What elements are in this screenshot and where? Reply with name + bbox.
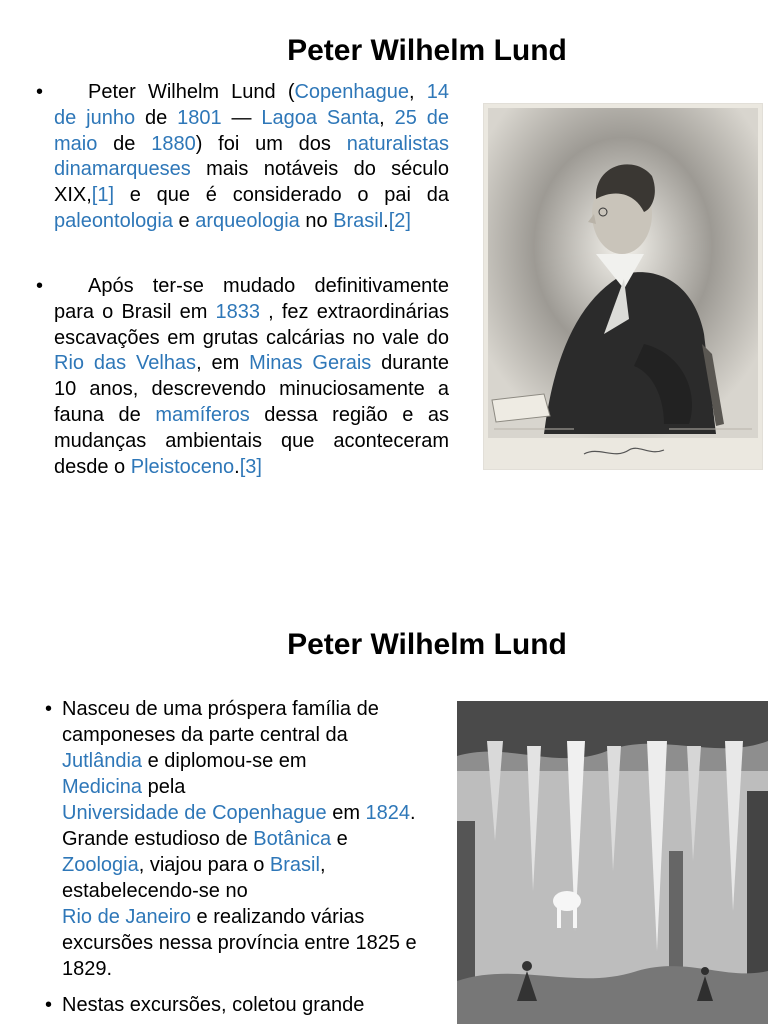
link-copenhague[interactable]: Copenhague xyxy=(294,81,410,103)
link-rio-de-janeiro[interactable]: Rio de Janeiro xyxy=(62,906,191,928)
slide-1-bullet-2: • Após ter-se mudado definitivamente para o Brasil em 1833 , fez extraordinárias escavações em grutas calcárias no vale do Rio das Velhas, em Minas Gerais durante 10 anos, descrevendo minuciosamente a fauna de mamíferos dessa região e as mudanças ambientais que aconteceram desde o Pleistoceno.[3] xyxy=(36,275,450,478)
link-universidade-de-copenhague[interactable]: Universidade de Copenhague xyxy=(62,802,327,824)
link-brasil-2[interactable]: Brasil xyxy=(269,854,320,876)
cave-engraving xyxy=(457,701,768,1024)
link-naturalistas-dinamarqueses[interactable]: naturalistas dinamarqueses xyxy=(54,132,449,181)
link-1824[interactable]: 1824 xyxy=(365,802,411,824)
link-14-de-junho[interactable]: 14 de junho xyxy=(54,81,449,129)
link-arqueologia[interactable]: arqueologia xyxy=(195,209,300,232)
citation-3[interactable]: [3] xyxy=(239,455,262,478)
link-lagoa-santa[interactable]: Lagoa Santa xyxy=(261,106,380,129)
bullet-marker: • xyxy=(45,698,53,720)
slide-2 xyxy=(0,590,768,1024)
link-25-de-maio[interactable]: 25 de maio xyxy=(54,106,450,155)
link-1801[interactable]: 1801 xyxy=(177,106,222,129)
slide-2-bullet-2: • Nestas excursões, coletou grande xyxy=(45,994,365,1016)
link-mamiferos[interactable]: mamíferos xyxy=(155,403,250,426)
cave-illustration xyxy=(457,701,768,1024)
bullet-marker: • xyxy=(45,994,53,1016)
link-minas-gerais[interactable]: Minas Gerais xyxy=(249,352,372,375)
slide-1-bullet-1: • Peter Wilhelm Lund (Copenhague, 14 de junho de 1801 — Lagoa Santa, 25 de maio de 1880) foi um dos naturalistas dinamarqueses mais notáveis do século XIX,[1] e que é considerado o pai da paleontologia e arqueologia no Brasil.[2] xyxy=(36,81,450,232)
citation-1[interactable]: [1] xyxy=(91,184,115,207)
link-rio-das-velhas[interactable]: Rio das Velhas xyxy=(54,352,197,375)
link-pleistoceno[interactable]: Pleistoceno xyxy=(130,455,235,478)
link-botanica[interactable]: Botânica xyxy=(253,828,332,850)
link-1880[interactable]: 1880 xyxy=(151,132,196,155)
portrait-engraving xyxy=(483,103,763,470)
link-1833[interactable]: 1833 xyxy=(215,300,261,323)
slide-2-bullet-1: • Nasceu de uma próspera família de camponeses da parte central da Jutlândia e diplomou-se em Medicina pela Universidade de Copenhague em 1824. Grande estudioso de Botânica e Zoologia, viajou para o Brasil, estabelecendo-se no Rio de Janeiro e realizando várias excursões nessa província entre 1825 e 1829. xyxy=(45,698,417,980)
link-jutlandia[interactable]: Jutlândia xyxy=(62,750,143,772)
link-medicina[interactable]: Medicina xyxy=(62,776,143,798)
slide-1-title: Peter Wilhelm Lund xyxy=(287,34,567,67)
bullet-marker: • xyxy=(36,81,44,103)
link-brasil[interactable]: Brasil xyxy=(333,209,384,232)
link-zoologia[interactable]: Zoologia xyxy=(62,854,139,876)
bullet-marker: • xyxy=(36,275,44,297)
portrait-illustration xyxy=(484,104,762,469)
link-paleontologia[interactable]: paleontologia xyxy=(54,209,173,232)
slide-2-title: Peter Wilhelm Lund xyxy=(287,628,567,661)
citation-2[interactable]: [2] xyxy=(388,209,411,232)
